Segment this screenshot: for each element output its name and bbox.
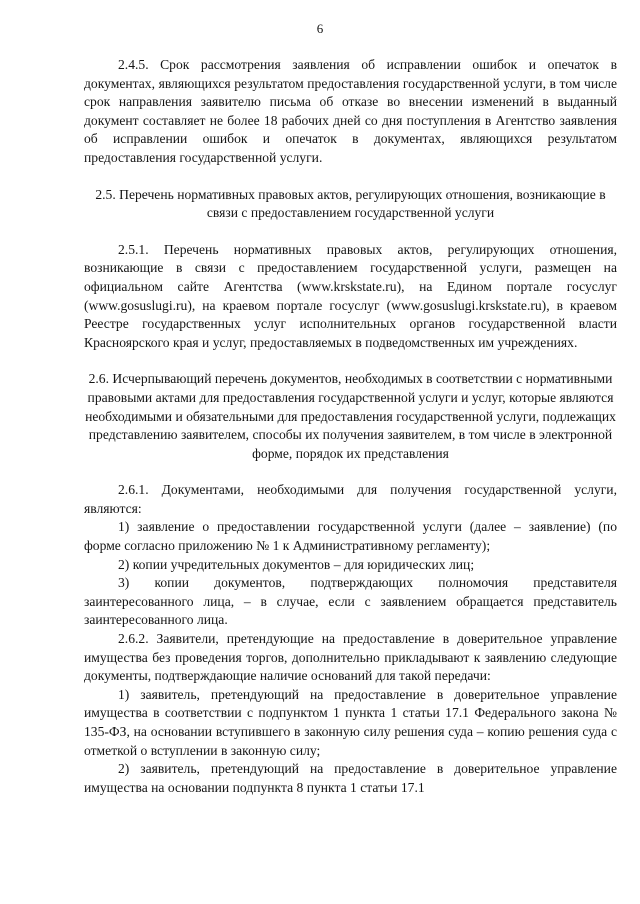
list-item-2-6-1-1: 1) заявление о предоставлении государственной услуги (далее – заявление) (по форме согласно приложению № 1 к Административному регламенту); bbox=[84, 519, 617, 554]
paragraph-2-6-1: 2.6.1. Документами, необходимыми для получения государственной услуги, являются: bbox=[84, 482, 617, 516]
section-heading-2-5: 2.5. Перечень нормативных правовых актов, регулирующих отношения, возникающие в связи с предоставлением государственной услуги bbox=[95, 186, 606, 221]
paragraph-2-4-5: 2.4.5. Срок рассмотрения заявления об исправлении ошибок и опечаток в документах, являющихся результатом предоставления государственной услуги, в том числе срок направления заявителю письма об отказе во внесении изменений в выданный документ составляет не более 18 рабочих дней со дня поступления в Агентство заявления об исправлении ошибок и опечаток в документах, являющихся результатом предоставления государственной услуги. bbox=[84, 57, 617, 165]
list-item-2-6-2-1: 1) заявитель, претендующий на предоставление в доверительное управление имущества в соответствии с подпунктом 1 пункта 1 статьи 17.1 Федерального закона № 135-ФЗ, на основании вступившего в законную силу решения суда – копию решения суда с отметкой о вступлении в законную силу; bbox=[84, 686, 617, 758]
page-number: 6 bbox=[316, 21, 324, 36]
paragraph-2-5-1: 2.5.1. Перечень нормативных правовых актов, регулирующих отношения, возникающие в связи с предоставлением государственной услуги, размещен на официальном сайте Агентства (www.krskstate.ru), на Едином портале госуслуг (www.gosuslugi.ru), на краевом портале госуслуг (www.gosuslugi.krskstate.ru), в краевом Реестре государственных услуг исполнительных органов государственной власти Красноярского края и услуг, предоставляемых в подведомственных им учреждениях. bbox=[84, 241, 617, 350]
list-item-2-6-2-2: 2) заявитель, претендующий на предоставление в доверительное управление имущества на основании подпункта 8 пункта 1 статьи 17.1 bbox=[84, 761, 617, 795]
section-heading-2-6: 2.6. Исчерпывающий перечень документов, необходимых в соответствии с нормативными правовыми актами для предоставления государственной услуги и услуг, которые являются необходимыми и обязательными для предоставления государственной услуги, подлежащих представлению заявителем, способы их получения заявителем, в том числе в электронной форме, порядок их представления bbox=[85, 371, 616, 461]
paragraph-2-6-2: 2.6.2. Заявители, претендующие на предоставление в доверительное управление имущества без проведения торгов, дополнительно прикладывают к заявлению следующие документы, подтверждающие наличие оснований для такой передачи: bbox=[84, 631, 617, 684]
list-item-2-6-1-3: 3) копии документов, подтверждающих полномочия представителя заинтересованного лица, – в случае, если с заявлением обращается представитель заинтересованного лица. bbox=[84, 575, 617, 628]
document-body bbox=[84, 56, 617, 797]
list-item-2-6-1-2: 2) копии учредительных документов – для юридических лиц; bbox=[118, 556, 475, 572]
